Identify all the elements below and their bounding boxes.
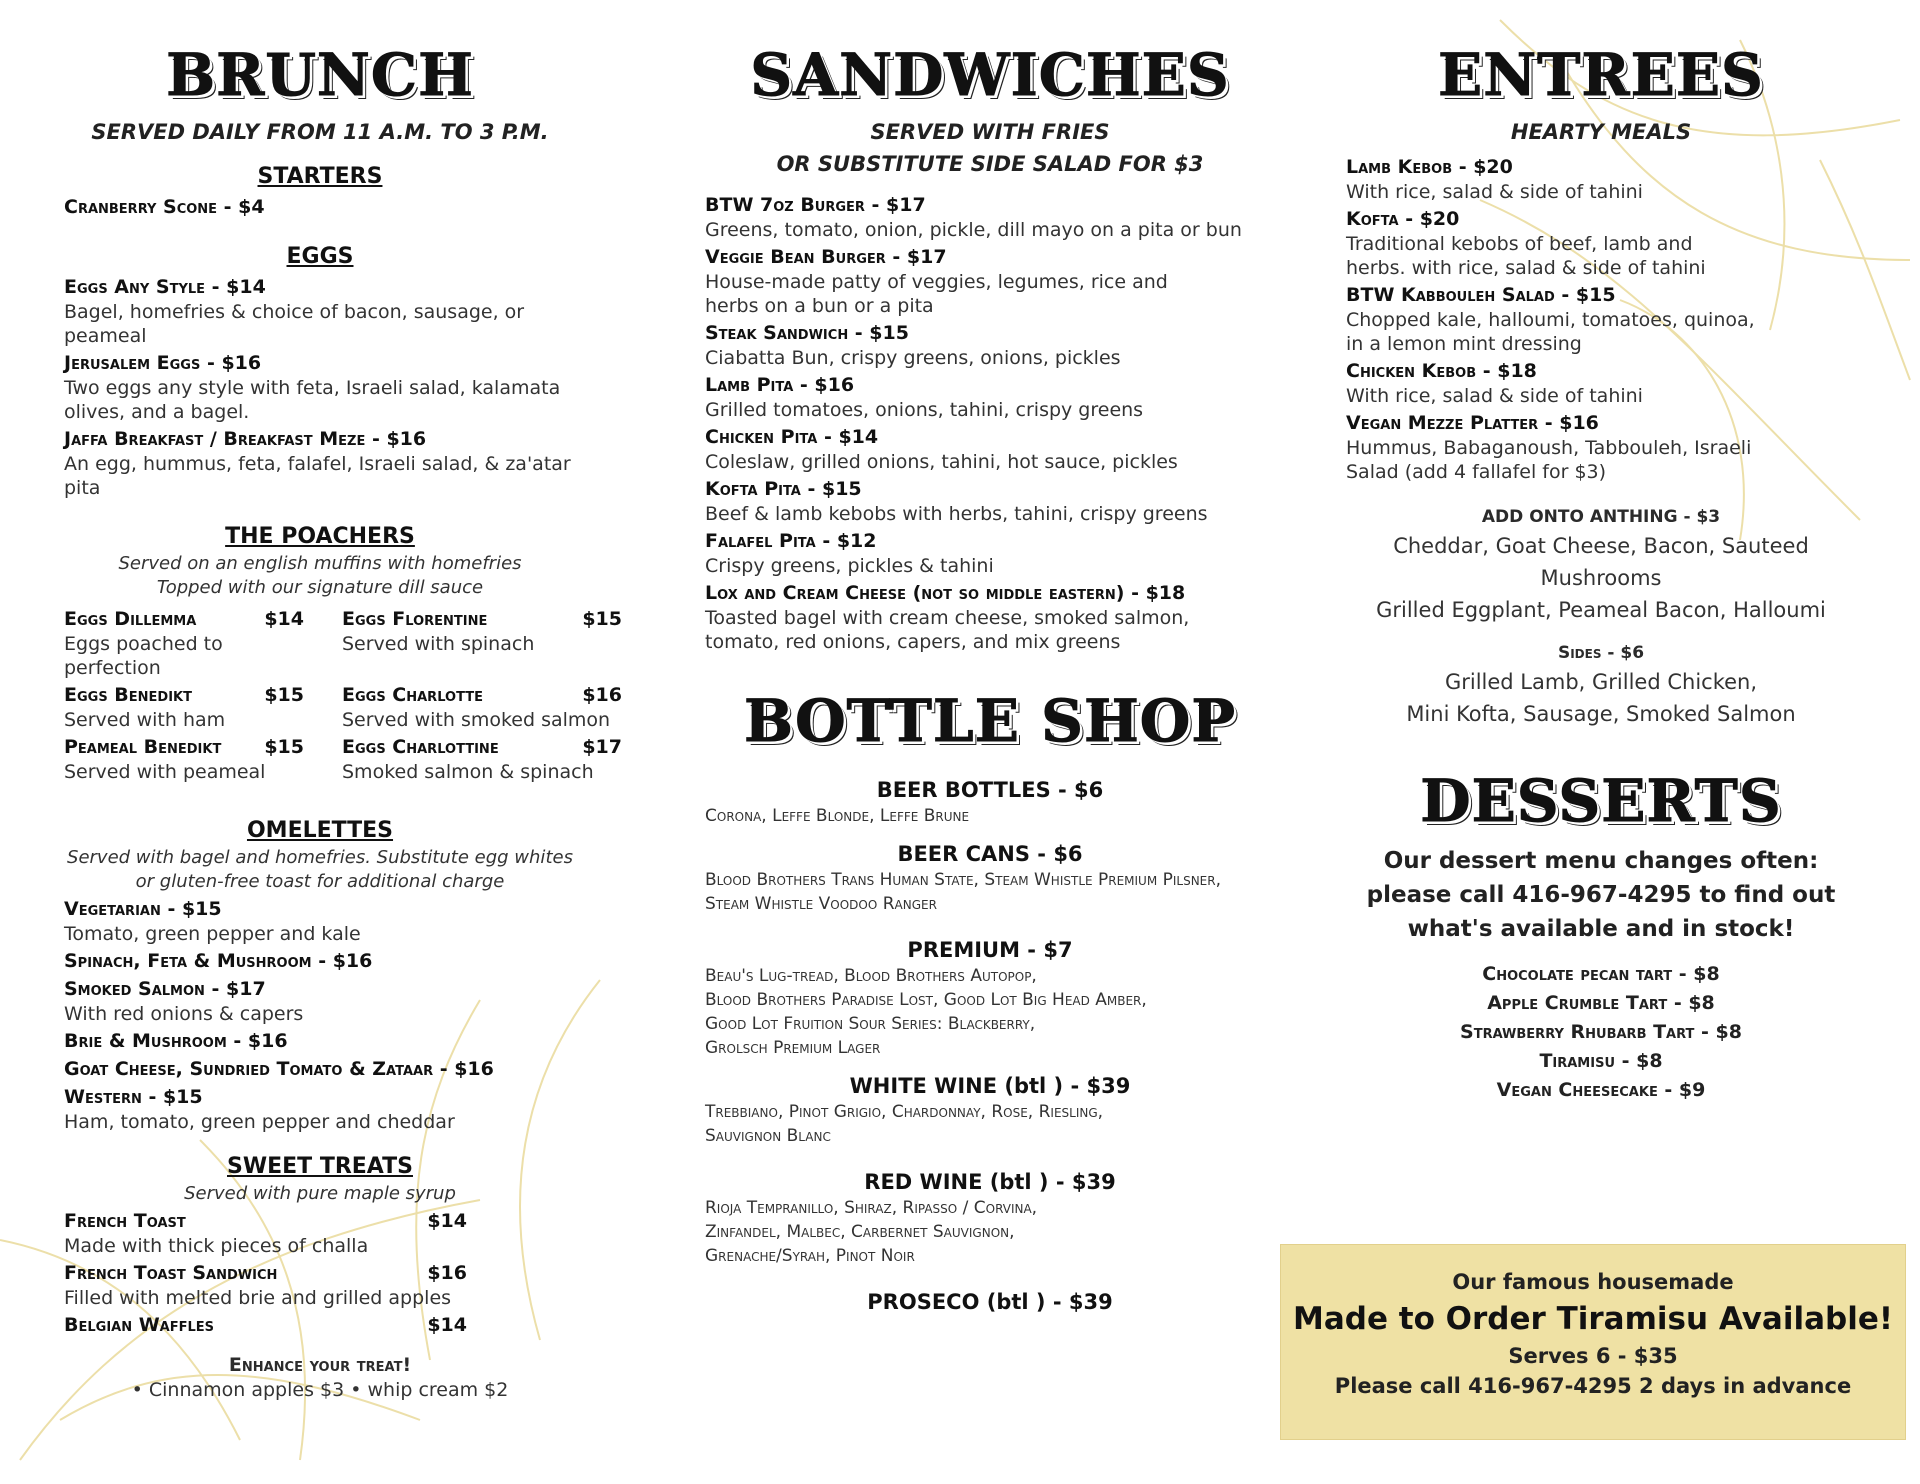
- menu-item: [64, 426, 576, 500]
- sweet-treats-note: Served with pure maple syrup: [184, 1183, 456, 1204]
- item-name: Brie & Mushroom - $16: [64, 1030, 288, 1052]
- bottle-heading: RED WINE (btl ) - $39: [864, 1170, 1116, 1194]
- sides-line: Mini Kofta, Sausage, Smoked Salmon: [1406, 702, 1796, 726]
- item-price: $15: [264, 684, 304, 706]
- item-name: Kofta Pita - $15: [705, 478, 862, 500]
- poachers-note: Topped with our signature dill sauce: [156, 577, 484, 598]
- item-desc: Two eggs any style with feta, Israeli salad, kalamata olives, and a bagel.: [64, 377, 561, 423]
- bottle-line: Steam Whistle Voodoo Ranger: [705, 894, 937, 914]
- item-name: Eggs Dillemma: [64, 608, 197, 630]
- item-name: Lamb Kebob - $20: [1346, 156, 1513, 178]
- item-name: Kofta - $20: [1346, 208, 1460, 230]
- menu-item: [1346, 206, 1756, 280]
- menu-item: [64, 682, 304, 732]
- menu-item: [1346, 410, 1756, 484]
- item-desc: Served with peameal: [64, 761, 266, 783]
- brunch-column: [64, 40, 622, 1402]
- bottle-heading: BEER BOTTLES - $6: [876, 778, 1104, 802]
- item-price: $16: [427, 1262, 467, 1284]
- menu-item: [64, 1260, 576, 1310]
- item-name: Steak Sandwich - $15: [705, 322, 909, 344]
- item-name: Chicken Kebob - $18: [1346, 360, 1537, 382]
- entree-list: [1336, 154, 1756, 484]
- item-name: French Toast: [64, 1210, 186, 1232]
- item-name: Vegetarian - $15: [64, 898, 222, 920]
- item-desc: Chopped kale, halloumi, tomatoes, quinoa, in a lemon mint dressing: [1346, 309, 1755, 355]
- bottle-heading: BEER CANS - $6: [897, 842, 1083, 866]
- bottle-line: Blood Brothers Trans Human State, Steam Whistle Premium Pilsner,: [705, 870, 1221, 890]
- item-price: $14: [427, 1314, 467, 1336]
- bottle-line: Corona, Leffe Blonde, Leffe Brune: [705, 806, 970, 826]
- bottle-line: Grenache/Syrah, Pinot Noir: [705, 1246, 915, 1266]
- menu-item: [342, 734, 622, 784]
- dessert-intro: please call 416-967-4295 to find out: [1366, 882, 1836, 908]
- menu-item: [64, 1312, 576, 1338]
- item-desc: An egg, hummus, feta, falafel, Israeli salad, & za'atar pita: [64, 453, 571, 499]
- item-name: Chicken Pita - $14: [705, 426, 879, 448]
- item-name: Western - $15: [64, 1086, 203, 1108]
- bottle-heading: WHITE WINE (btl ) - $39: [849, 1074, 1131, 1098]
- item-desc: Grilled tomatoes, onions, tahini, crispy greens: [705, 399, 1144, 421]
- menu-item: [64, 274, 576, 348]
- starters-heading: STARTERS: [257, 164, 383, 189]
- promo-price: Serves 6 - $35: [1508, 1344, 1678, 1368]
- item-price: $15: [264, 736, 304, 758]
- menu-item: [1346, 154, 1756, 204]
- menu-item: [64, 1084, 576, 1134]
- item-name: Eggs Florentine: [342, 608, 488, 630]
- bottle-heading: PREMIUM - $7: [907, 938, 1073, 962]
- omelettes-note: or gluten-free toast for additional charge: [135, 871, 505, 892]
- addon-line: Grilled Eggplant, Peameal Bacon, Halloumi: [1376, 598, 1826, 622]
- menu-item: [64, 976, 576, 1026]
- menu-item: [64, 350, 576, 424]
- menu-item: [64, 194, 576, 220]
- item-desc: Eggs poached to perfection: [64, 633, 223, 679]
- dessert-item: Tiramisu - $8: [1539, 1050, 1663, 1072]
- omelettes-heading: OMELETTES: [246, 818, 394, 843]
- menu-item: [64, 896, 576, 946]
- omelettes-note: Served with bagel and homefries. Substitute egg whites: [67, 847, 573, 868]
- item-price: $16: [582, 684, 622, 706]
- tiramisu-promo-box: [1280, 1244, 1906, 1440]
- item-desc: Served with ham: [64, 709, 226, 731]
- bottle-line: Trebbiano, Pinot Grigio, Chardonnay, Rose, Riesling,: [705, 1102, 1104, 1122]
- menu-item: [64, 948, 576, 974]
- item-name: Cranberry Scone - $4: [64, 196, 265, 218]
- menu-item: [64, 1208, 576, 1258]
- item-name: Lamb Pita - $16: [705, 374, 855, 396]
- item-name: BTW 7oz Burger - $17: [705, 194, 926, 216]
- menu-item: [342, 682, 622, 732]
- item-desc: Ciabatta Bun, crispy greens, onions, pickles: [705, 347, 1121, 369]
- menu-item: [705, 320, 1275, 370]
- bottle-heading: PROSECO (btl ) - $39: [867, 1290, 1113, 1314]
- item-name: Spinach, Feta & Mushroom - $16: [64, 950, 373, 972]
- promo-call: Please call 416-967-4295 2 days in advance: [1334, 1374, 1852, 1398]
- item-name: Eggs Benedikt: [64, 684, 192, 706]
- item-desc: With rice, salad & side of tahini: [1346, 385, 1643, 407]
- item-desc: Hummus, Babaganoush, Tabbouleh, Israeli Salad (add 4 fallafel for $3): [1346, 437, 1752, 483]
- item-name: Jaffa Breakfast / Breakfast Meze - $16: [64, 428, 427, 450]
- item-name: French Toast Sandwich: [64, 1262, 278, 1284]
- item-name: Veggie Bean Burger - $17: [705, 246, 947, 268]
- dessert-item: Chocolate pecan tart - $8: [1482, 963, 1720, 985]
- dessert-item: Strawberry Rhubarb Tart - $8: [1460, 1021, 1742, 1043]
- dessert-list: [1336, 960, 1866, 1105]
- enhance-title: Enhance your treat!: [228, 1354, 412, 1376]
- item-desc: Bagel, homefries & choice of bacon, sausage, or peameal: [64, 301, 525, 347]
- menu-item: [705, 580, 1275, 654]
- item-desc: Ham, tomato, green pepper and cheddar: [64, 1111, 455, 1133]
- item-desc: Coleslaw, grilled onions, tahini, hot sauce, pickles: [705, 451, 1178, 473]
- dessert-item: Apple Crumble Tart - $8: [1487, 992, 1715, 1014]
- menu-item: [64, 1056, 576, 1082]
- sandwiches-column: [705, 40, 1275, 1316]
- desserts-title: DESSERTS: [1420, 767, 1782, 835]
- sandwich-list: [705, 192, 1275, 654]
- menu-item: [64, 734, 304, 784]
- dessert-intro-block: [1336, 844, 1866, 946]
- bottle-line: Sauvignon Blanc: [705, 1126, 831, 1146]
- menu-item: [1346, 282, 1756, 356]
- item-price: $15: [582, 608, 622, 630]
- poachers-note: Served on an english muffins with homefries: [118, 553, 522, 574]
- item-name: Goat Cheese, Sundried Tomato & Zataar - $16: [64, 1058, 494, 1080]
- item-name: BTW Kabbouleh Salad - $15: [1346, 284, 1616, 306]
- sweet-treats-heading: SWEET TREATS: [227, 1154, 413, 1179]
- item-name: Eggs Any Style - $14: [64, 276, 266, 298]
- item-desc: With rice, salad & side of tahini: [1346, 181, 1643, 203]
- sandwiches-title: SANDWICHES: [750, 41, 1230, 109]
- item-name: Jerusalem Eggs - $16: [64, 352, 262, 374]
- item-desc: Smoked salmon & spinach: [342, 761, 594, 783]
- addon-line: Cheddar, Goat Cheese, Bacon, Sauteed Mushrooms: [1393, 534, 1809, 590]
- bottle-line: Blood Brothers Paradise Lost, Good Lot Big Head Amber,: [705, 990, 1147, 1010]
- brunch-title: BRUNCH: [166, 41, 474, 109]
- item-desc: Tomato, green pepper and kale: [64, 923, 361, 945]
- eggs-heading: EGGS: [286, 244, 354, 269]
- item-name: Eggs Charlotte: [342, 684, 483, 706]
- dessert-intro: Our dessert menu changes often:: [1383, 848, 1819, 874]
- menu-item: [705, 424, 1275, 474]
- dessert-item: Vegan Cheesecake - $9: [1496, 1079, 1706, 1101]
- poachers-heading: THE POACHERS: [225, 524, 415, 549]
- poachers-grid: [64, 604, 622, 784]
- bottle-line: Good Lot Fruition Sour Series: Blackberry,: [705, 1014, 1036, 1034]
- item-price: $14: [264, 608, 304, 630]
- item-desc: Filled with melted brie and grilled apples: [64, 1287, 452, 1309]
- item-price: $14: [427, 1210, 467, 1232]
- menu-item: [705, 244, 1275, 318]
- bottle-shop-list: [705, 776, 1275, 1316]
- item-desc: Greens, tomato, onion, pickle, dill mayo on a pita or bun: [705, 219, 1242, 241]
- item-name: Belgian Waffles: [64, 1314, 215, 1336]
- menu-item: [1346, 358, 1756, 408]
- item-desc: Toasted bagel with cream cheese, smoked salmon, tomato, red onions, capers, and mix greens: [705, 607, 1190, 653]
- promo-headline: Made to Order Tiramisu Available!: [1292, 1301, 1893, 1337]
- promo-line: Our famous housemade: [1452, 1270, 1734, 1294]
- bottle-line: Beau's Lug-tread, Blood Brothers Autopop,: [705, 966, 1037, 986]
- item-desc: Traditional kebobs of beef, lamb and herbs. with rice, salad & side of tahini: [1346, 233, 1706, 279]
- brunch-subtitle: SERVED DAILY FROM 11 A.M. TO 3 P.M.: [91, 120, 549, 144]
- entrees-column: [1336, 40, 1866, 1105]
- item-name: Vegan Mezze Platter - $16: [1346, 412, 1599, 434]
- bottle-line: Rioja Tempranillo, Shiraz, Ripasso / Corvina,: [705, 1198, 1038, 1218]
- item-name: Lox and Cream Cheese (not so middle eastern) - $18: [705, 582, 1186, 604]
- item-desc: Served with smoked salmon: [342, 709, 611, 731]
- sides-line: Grilled Lamb, Grilled Chicken,: [1444, 670, 1758, 694]
- menu-item: [64, 1028, 576, 1054]
- bottle-line: Zinfandel, Malbec, Carbernet Sauvignon,: [705, 1222, 1015, 1242]
- sides-title: Sides - $6: [1557, 643, 1645, 663]
- menu-item: [342, 606, 622, 680]
- item-name: Smoked Salmon - $17: [64, 978, 266, 1000]
- item-desc: With red onions & capers: [64, 1003, 304, 1025]
- item-name: Peameal Benedikt: [64, 736, 222, 758]
- item-price: $17: [582, 736, 622, 758]
- sandwiches-subtitle: SERVED WITH FRIES: [870, 120, 1110, 144]
- bottle-line: Grolsch Premium Lager: [705, 1038, 881, 1058]
- item-desc: Made with thick pieces of challa: [64, 1235, 369, 1257]
- enhance-body: • Cinnamon apples $3 • whip cream $2: [131, 1379, 509, 1401]
- item-desc: House-made patty of veggies, legumes, rice and herbs on a bun or a pita: [705, 271, 1168, 317]
- menu-item: [64, 606, 304, 680]
- item-name: Eggs Charlottine: [342, 736, 499, 758]
- dessert-intro: what's available and in stock!: [1407, 916, 1795, 942]
- entrees-title: ENTREES: [1438, 41, 1764, 109]
- menu-item: [705, 476, 1275, 526]
- menu-item: [705, 372, 1275, 422]
- bottle-shop-title: BOTTLE SHOP: [744, 687, 1236, 755]
- entrees-subtitle: HEARTY MEALS: [1510, 120, 1692, 144]
- sandwiches-subtitle: OR SUBSTITUTE SIDE SALAD FOR $3: [776, 152, 1204, 176]
- menu-item: [705, 528, 1275, 578]
- menu-item: [705, 192, 1275, 242]
- item-name: Falafel Pita - $12: [705, 530, 877, 552]
- addon-title: ADD ONTO ANTHING - $3: [1481, 507, 1721, 527]
- item-desc: Crispy greens, pickles & tahini: [705, 555, 994, 577]
- item-desc: Served with spinach: [342, 633, 535, 655]
- item-desc: Beef & lamb kebobs with herbs, tahini, crispy greens: [705, 503, 1208, 525]
